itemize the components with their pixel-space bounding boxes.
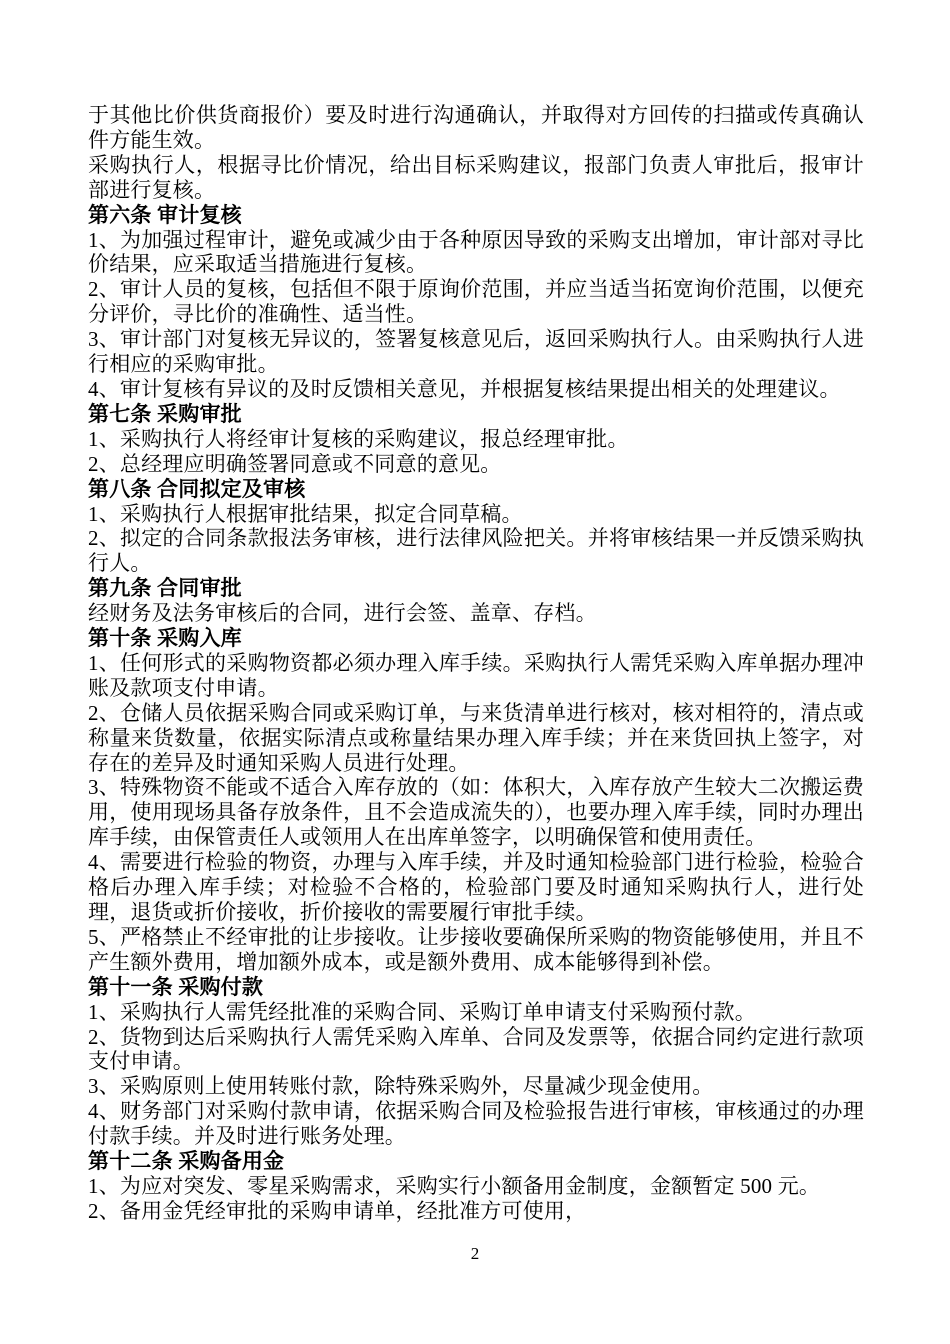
paragraph: 1、采购执行人根据审批结果，拟定合同草稿。 (88, 501, 523, 526)
paragraph: 2、仓储人员依据采购合同或采购订单，与来货清单进行核对，核对相符的，清点或称量来货数量，依据实际清点或称量结果办理入库手续；并在来货回执上签字，对存在的差异及时通知采购人员进行处理。 (88, 700, 864, 775)
section-heading: 第九条 合同审批 (88, 576, 242, 601)
paragraph: 1、为应对突发、零星采购需求，采购实行小额备用金制度，金额暂定 500 元。 (88, 1173, 821, 1198)
paragraph: 3、采购原则上使用转账付款，除特殊采购外，尽量减少现金使用。 (88, 1074, 714, 1099)
paragraph: 1、采购执行人将经审计复核的采购建议，报总经理审批。 (88, 426, 629, 451)
paragraph: 3、审计部门对复核无异议的，签署复核意见后，返回采购执行人。由采购执行人进行相应的采购审批。 (88, 327, 864, 377)
paragraph: 2、审计人员的复核，包括但不限于原询价范围，并应当适当拓宽询价范围，以便充分评价，寻比价的准确性、适当性。 (88, 277, 864, 327)
paragraph: 经财务及法务审核后的合同，进行会签、盖章、存档。 (88, 601, 597, 626)
paragraph: 1、任何形式的采购物资都必须办理入库手续。采购执行人需凭采购入库单据办理冲账及款项支付申请。 (88, 650, 864, 700)
paragraph: 2、备用金凭经审批的采购申请单，经批准方可使用， (88, 1198, 587, 1223)
paragraph: 1、采购执行人需凭经批准的采购合同、采购订单申请支付采购预付款。 (88, 999, 756, 1024)
paragraph: 3、特殊物资不能或不适合入库存放的（如：体积大，入库存放产生较大二次搬运费用，使用现场具备存放条件，且不会造成流失的），也要办理入库手续，同时办理出库手续，由保管责任人或领用人在出库单签字，以明确保管和使用责任。 (88, 775, 864, 850)
section-heading: 第七条 采购审批 (88, 401, 242, 426)
paragraph: 5、严格禁止不经审批的让步接收。让步接收要确保所采购的物资能够使用，并且不产生额外费用，增加额外成本，或是额外费用、成本能够得到补偿。 (88, 924, 864, 974)
paragraph: 4、需要进行检验的物资，办理与入库手续，并及时通知检验部门进行检验，检验合格后办理入库手续；对检验不合格的，检验部门要及时通知采购执行人，进行处理，退货或折价接收，折价接收的需要履行审批手续。 (88, 850, 864, 924)
section-heading: 第十一条 采购付款 (88, 974, 264, 999)
paragraph: 2、总经理应明确签署同意或不同意的意见。 (88, 451, 502, 476)
page-number: 2 (470, 1244, 480, 1263)
section-heading: 第十条 采购入库 (88, 626, 242, 651)
paragraph: 1、为加强过程审计，避免或减少由于各种原因导致的采购支出增加，审计部对寻比价结果，应采取适当措施进行复核。 (88, 227, 864, 277)
section-heading: 第六条 审计复核 (88, 202, 242, 227)
paragraph: 2、拟定的合同条款报法务审核，进行法律风险把关。并将审核结果一并反馈采购执行人。 (88, 526, 864, 576)
paragraph: 4、审计复核有异议的及时反馈相关意见，并根据复核结果提出相关的处理建议。 (88, 376, 841, 401)
document-content (88, 103, 864, 1224)
paragraph: 采购执行人，根据寻比价情况，给出目标采购建议，报部门负责人审批后，报审计部进行复核。 (88, 152, 864, 202)
section-heading: 第八条 合同拟定及审核 (88, 476, 306, 501)
section-heading: 第十二条 采购备用金 (88, 1149, 285, 1174)
paragraph: 4、财务部门对采购付款申请，依据采购合同及检验报告进行审核，审核通过的办理付款手续。并及时进行账务处理。 (88, 1099, 864, 1149)
paragraph: 于其他比价供货商报价）要及时进行沟通确认，并取得对方回传的扫描或传真确认件方能生效。 (88, 103, 864, 152)
paragraph: 2、货物到达后采购执行人需凭采购入库单、合同及发票等，依据合同约定进行款项支付申请。 (88, 1024, 864, 1074)
